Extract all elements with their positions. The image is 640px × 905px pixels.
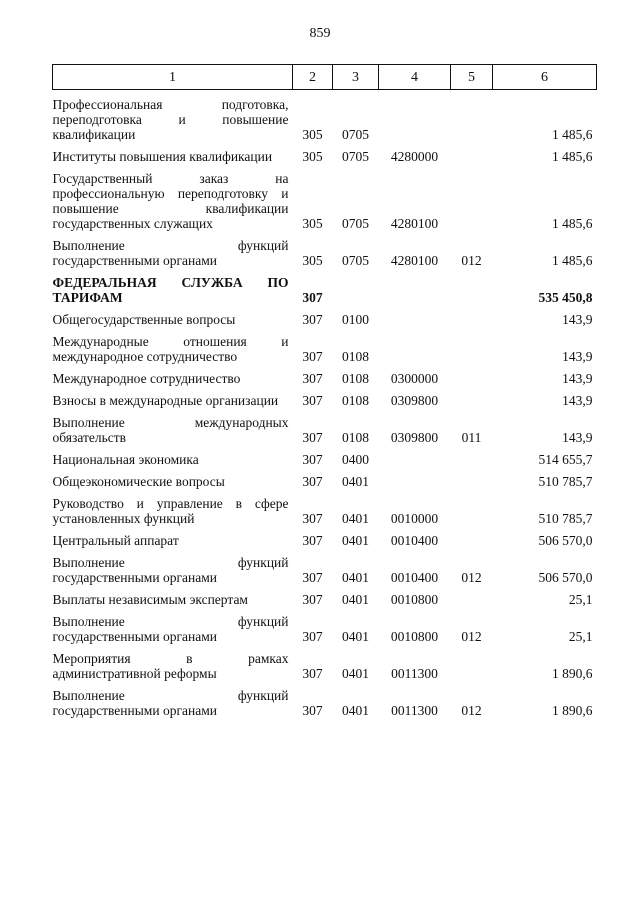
row-subsection-code: 0705 bbox=[342, 127, 369, 142]
row-amount: 143,9 bbox=[562, 349, 593, 364]
row-subsection-code: 0705 bbox=[342, 253, 369, 268]
table-row bbox=[53, 386, 597, 408]
row-name: Национальная экономика bbox=[52, 452, 199, 467]
row-section-code: 307 bbox=[302, 349, 323, 364]
row-target-code: 0309800 bbox=[390, 393, 439, 408]
table-row bbox=[53, 526, 597, 548]
table-row bbox=[53, 681, 597, 718]
row-subsection-code: 0401 bbox=[342, 474, 369, 489]
row-amount: 143,9 bbox=[562, 312, 593, 327]
row-target-code: 4280100 bbox=[390, 253, 439, 268]
row-amount: 25,1 bbox=[568, 592, 593, 607]
row-amount: 25,1 bbox=[568, 629, 593, 644]
row-section-code: 307 bbox=[302, 312, 323, 327]
row-subsection-code: 0401 bbox=[342, 666, 369, 681]
row-section-code: 307 bbox=[302, 393, 323, 408]
row-name: Общегосударственные вопросы bbox=[52, 312, 236, 327]
row-expense-type bbox=[451, 142, 493, 164]
row-expense-type bbox=[451, 526, 493, 548]
row-target-code: 4280000 bbox=[390, 149, 439, 164]
row-amount: 506 570,0 bbox=[538, 570, 593, 585]
table-row bbox=[53, 548, 597, 585]
row-section-code: 305 bbox=[302, 216, 323, 231]
row-expense-type: 012 bbox=[461, 570, 482, 585]
row-name: Выполнение функций государственными органами bbox=[52, 555, 289, 585]
header-col-3: 3 bbox=[333, 65, 379, 90]
row-subsection-code: 0108 bbox=[342, 430, 369, 445]
row-name: Центральный аппарат bbox=[52, 533, 179, 548]
row-name: Руководство и управление в сфере установленных функций bbox=[52, 496, 289, 526]
row-subsection-code: 0401 bbox=[342, 629, 369, 644]
row-target-code: 0010800 bbox=[390, 629, 439, 644]
row-section-code: 307 bbox=[302, 570, 323, 585]
row-name: Выполнение функций государственными органами bbox=[52, 688, 289, 718]
row-expense-type bbox=[451, 90, 493, 143]
row-expense-type bbox=[451, 585, 493, 607]
row-subsection-code: 0108 bbox=[342, 393, 369, 408]
row-section-code: 307 bbox=[302, 533, 323, 548]
row-expense-type bbox=[451, 164, 493, 231]
table-row bbox=[53, 327, 597, 364]
row-section-code: 307 bbox=[302, 290, 323, 305]
budget-table bbox=[52, 64, 597, 718]
row-amount: 1 890,6 bbox=[552, 703, 593, 718]
row-expense-type bbox=[451, 386, 493, 408]
table-row bbox=[53, 489, 597, 526]
row-target-code bbox=[379, 445, 451, 467]
row-section-code: 307 bbox=[302, 474, 323, 489]
row-name: Выплаты независимым экспертам bbox=[52, 592, 248, 607]
header-col-6: 6 bbox=[493, 65, 597, 90]
page-number: 859 bbox=[309, 26, 331, 41]
row-section-code: 307 bbox=[302, 592, 323, 607]
row-subsection-code: 0108 bbox=[342, 349, 369, 364]
row-amount: 510 785,7 bbox=[538, 511, 593, 526]
row-subsection-code: 0401 bbox=[342, 592, 369, 607]
row-target-code: 0011300 bbox=[391, 666, 438, 681]
row-expense-type bbox=[451, 467, 493, 489]
table-row bbox=[53, 467, 597, 489]
row-subsection-code: 0705 bbox=[342, 149, 369, 164]
row-subsection-code: 0100 bbox=[342, 312, 369, 327]
header-col-4: 4 bbox=[379, 65, 451, 90]
row-section-code: 305 bbox=[302, 149, 323, 164]
row-section-code: 307 bbox=[302, 629, 323, 644]
row-section-code: 305 bbox=[302, 253, 323, 268]
table-row bbox=[53, 90, 597, 143]
table-row bbox=[53, 305, 597, 327]
row-expense-type bbox=[451, 364, 493, 386]
table-row bbox=[53, 364, 597, 386]
row-expense-type bbox=[451, 644, 493, 681]
row-amount: 143,9 bbox=[562, 371, 593, 386]
row-name: Институты повышения квалификации bbox=[52, 149, 273, 164]
table-row bbox=[53, 231, 597, 268]
row-section-code: 307 bbox=[302, 371, 323, 386]
row-section-code: 307 bbox=[302, 511, 323, 526]
table-row bbox=[53, 585, 597, 607]
row-name: Профессиональная подготовка, переподготовка и повышение квалификации bbox=[52, 97, 289, 142]
row-subsection-code: 0401 bbox=[342, 570, 369, 585]
row-subsection-code bbox=[333, 268, 379, 305]
row-subsection-code: 0108 bbox=[342, 371, 369, 386]
row-target-code: 0010000 bbox=[390, 511, 439, 526]
row-expense-type: 011 bbox=[461, 430, 482, 445]
row-expense-type bbox=[451, 268, 493, 305]
row-target-code bbox=[379, 467, 451, 489]
header-col-5: 5 bbox=[451, 65, 493, 90]
row-amount: 143,9 bbox=[562, 393, 593, 408]
row-name: Выполнение международных обязательств bbox=[52, 415, 289, 445]
row-target-code: 4280100 bbox=[390, 216, 439, 231]
row-subsection-code: 0401 bbox=[342, 533, 369, 548]
row-amount: 1 485,6 bbox=[552, 127, 593, 142]
table-row bbox=[53, 644, 597, 681]
row-expense-type: 012 bbox=[461, 629, 482, 644]
row-amount: 1 485,6 bbox=[552, 216, 593, 231]
table-header-row bbox=[53, 65, 597, 90]
row-section-code: 305 bbox=[302, 127, 323, 142]
header-col-1: 1 bbox=[53, 65, 293, 90]
row-section-code: 307 bbox=[302, 703, 323, 718]
row-expense-type bbox=[451, 445, 493, 467]
row-amount: 506 570,0 bbox=[538, 533, 593, 548]
row-expense-type bbox=[451, 327, 493, 364]
header-col-2: 2 bbox=[293, 65, 333, 90]
row-expense-type: 012 bbox=[461, 253, 482, 268]
row-name: Выполнение функций государственными органами bbox=[52, 238, 289, 268]
row-amount: 514 655,7 bbox=[538, 452, 593, 467]
row-expense-type: 012 bbox=[461, 703, 482, 718]
row-name: Международное сотрудничество bbox=[52, 371, 241, 386]
row-name: Государственный заказ на профессиональную переподготовку и повышение квалификации государственных служащих bbox=[52, 171, 289, 231]
row-target-code: 0011300 bbox=[391, 703, 438, 718]
row-expense-type bbox=[451, 489, 493, 526]
table-row bbox=[53, 164, 597, 231]
row-amount: 1 890,6 bbox=[552, 666, 593, 681]
row-target-code: 0010800 bbox=[390, 592, 439, 607]
row-amount: 510 785,7 bbox=[538, 474, 593, 489]
row-section-code: 307 bbox=[302, 452, 323, 467]
row-expense-type bbox=[451, 305, 493, 327]
table-row bbox=[53, 408, 597, 445]
row-target-code: 0010400 bbox=[390, 570, 439, 585]
row-name: Международные отношения и международное сотрудничество bbox=[52, 334, 289, 364]
row-target-code: 0309800 bbox=[390, 430, 439, 445]
row-subsection-code: 0401 bbox=[342, 703, 369, 718]
table-row bbox=[53, 445, 597, 467]
row-target-code bbox=[379, 305, 451, 327]
row-target-code: 0300000 bbox=[390, 371, 439, 386]
table-body bbox=[53, 90, 597, 719]
row-target-code bbox=[379, 268, 451, 305]
row-amount: 1 485,6 bbox=[552, 253, 593, 268]
row-subsection-code: 0400 bbox=[342, 452, 369, 467]
row-section-code: 307 bbox=[302, 666, 323, 681]
row-name: Мероприятия в рамках административной реформы bbox=[52, 651, 289, 681]
row-amount: 535 450,8 bbox=[538, 290, 593, 305]
row-subsection-code: 0705 bbox=[342, 216, 369, 231]
row-section-code: 307 bbox=[302, 430, 323, 445]
row-amount: 143,9 bbox=[562, 430, 593, 445]
row-target-code: 0010400 bbox=[390, 533, 439, 548]
row-name: Выполнение функций государственными органами bbox=[52, 614, 289, 644]
row-name: ФЕДЕРАЛЬНАЯ СЛУЖБА ПО ТАРИФАМ bbox=[52, 275, 289, 305]
row-target-code bbox=[379, 90, 451, 143]
row-name: Общеэкономические вопросы bbox=[52, 474, 225, 489]
table-row bbox=[53, 607, 597, 644]
row-subsection-code: 0401 bbox=[342, 511, 369, 526]
row-target-code bbox=[379, 327, 451, 364]
table-row bbox=[53, 268, 597, 305]
row-amount: 1 485,6 bbox=[552, 149, 593, 164]
row-name: Взносы в международные организации bbox=[52, 393, 279, 408]
table-row bbox=[53, 142, 597, 164]
